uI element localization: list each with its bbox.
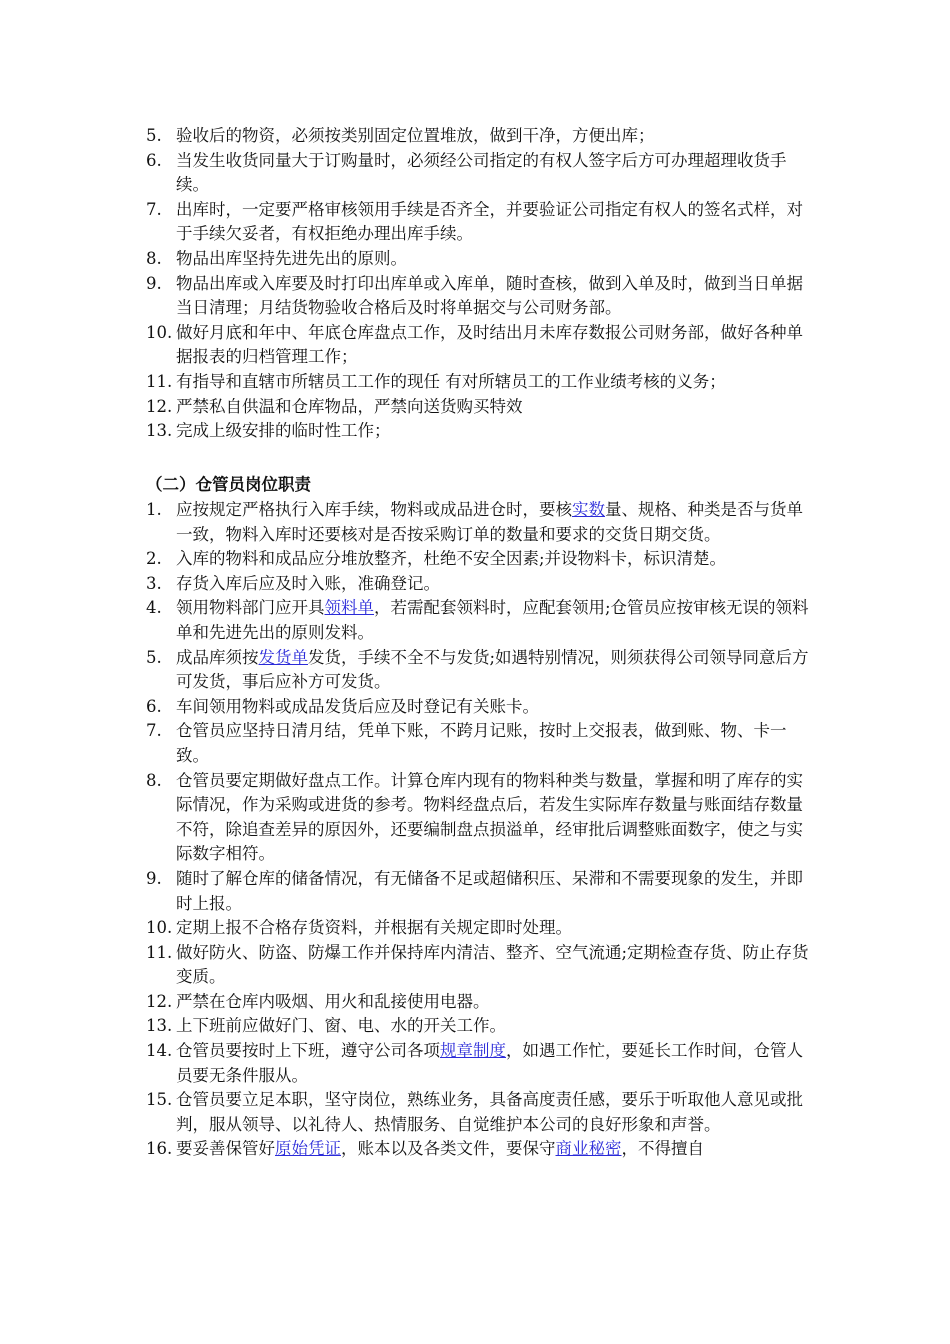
item-text: 发货，手续不全不与发货;如遇特别情况，则须获得公司领导同意后方可发货，事后应补方可发货。 — [176, 647, 809, 692]
list-item — [0, 769, 950, 867]
list-item — [0, 370, 950, 395]
list-item — [0, 498, 950, 547]
item-number: 8. — [146, 248, 162, 268]
list-item — [0, 124, 950, 149]
list-item — [0, 247, 950, 272]
item-text: 仓管员要定期做好盘点工作。计算仓库内现有的物料种类与数量，掌握和明了库存的实际情况，作为采购或进货的参考。物料经盘点后，若发生实际库存数量与账面结存数量不符，除追查差异的原因外，还要编制盘点损溢单，经审批后调整账面数字，使之与实际数字相符。 — [176, 770, 803, 864]
item-text: 量、规格、种类是否与货单一致，物料入库时还要核对是否按采购订单的数量和要求的交货日期交货。 — [176, 500, 803, 544]
item-text: ，若需配套领料时，应配套领用;仓管员应按审核无误的领料单和先进先出的原则发料。 — [176, 598, 809, 642]
item-text: 要妥善保管好 — [176, 1139, 275, 1159]
item-number: 9. — [146, 868, 162, 888]
item-number: 9. — [146, 273, 162, 293]
list-item — [0, 1039, 950, 1088]
link-fahuodan[interactable]: 发货单 — [258, 647, 308, 667]
list-item — [0, 419, 950, 444]
list-item — [0, 1137, 950, 1162]
item-number: 3. — [146, 573, 162, 593]
item-number: 8. — [146, 770, 162, 790]
item-number: 15. — [146, 1090, 173, 1110]
item-text: 完成上级安排的临时性工作； — [176, 421, 391, 441]
item-text: 做好防火、防盗、防爆工作并保持库内清洁、整齐、空气流通;定期检查存货、防止存货变质。 — [176, 942, 809, 987]
section-heading: （二）仓管员岗位职责 — [146, 475, 311, 494]
item-text: 仓管员要按时上下班，遵守公司各项 — [176, 1041, 440, 1061]
list-item — [0, 572, 950, 597]
item-number: 12. — [146, 396, 173, 416]
item-number: 12. — [146, 991, 173, 1011]
item-number: 10. — [146, 322, 173, 342]
item-text: 严禁私自供温和仓库物品，严禁向送货购买特效 — [176, 396, 523, 416]
duty-list-part2 — [0, 498, 950, 1162]
item-text: 车间领用物料或成品发货后应及时登记有关账卡。 — [176, 696, 539, 716]
item-text: ，如遇工作忙，要延长工作时间，仓管人员要无条件服从。 — [176, 1041, 803, 1085]
item-text: 当发生收货同量大于订购量时，必须经公司指定的有权人签字后方可办理超理收货手续。 — [176, 150, 787, 195]
list-item — [0, 596, 950, 645]
list-item — [0, 1014, 950, 1039]
item-text: 有指导和直辖市所辖员工工作的现任 有对所辖员工的工作业绩考核的义务； — [176, 371, 726, 391]
item-text: 出库时，一定要严格审核领用手续是否齐全，并要验证公司指定有权人的签名式样，对于手续欠妥者，有权拒绝办理出库手续。 — [176, 199, 803, 244]
item-text: 应按规定严格执行入库手续，物料或成品进仓时，要核 — [176, 500, 572, 519]
item-text: 成品库须按 — [176, 647, 259, 667]
link-lingliaodan[interactable]: 领料单 — [324, 598, 374, 618]
item-text: 做好月底和年中、年底仓库盘点工作，及时结出月未库存数报公司财务部，做好各种单据报表的归档管理工作； — [176, 322, 803, 367]
link-shishu[interactable]: 实数 — [572, 500, 605, 519]
item-number: 5. — [146, 647, 162, 667]
item-number: 11. — [146, 371, 173, 391]
list-item — [0, 941, 950, 990]
list-item — [0, 990, 950, 1015]
item-number: 13. — [146, 1016, 173, 1036]
list-item — [0, 149, 950, 198]
list-item — [0, 916, 950, 941]
item-number: 4. — [146, 598, 162, 618]
item-text: 严禁在仓库内吸烟、用火和乱接使用电器。 — [176, 991, 490, 1011]
item-number: 7. — [146, 199, 162, 219]
item-text: ，账本以及各类文件，要保守 — [341, 1139, 556, 1159]
item-text: 存货入库后应及时入账，准确登记。 — [176, 573, 440, 593]
item-number: 11. — [146, 942, 173, 962]
link-shangyemimi[interactable]: 商业秘密 — [555, 1139, 622, 1159]
list-item — [0, 1088, 950, 1137]
item-number: 2. — [146, 549, 162, 569]
list-item — [0, 646, 950, 695]
item-text: 仓管员应坚持日清月结，凭单下账，不跨月记账，按时上交报表，做到账、物、卡一致。 — [176, 721, 787, 765]
item-number: 10. — [146, 918, 173, 938]
item-number: 14. — [146, 1041, 173, 1061]
item-number: 16. — [146, 1139, 173, 1159]
item-text: 仓管员要立足本职，坚守岗位，熟练业务，具备高度责任感，要乐于听取他人意见或批判，服从领导、以礼待人、热情服务、自觉维护本公司的良好形象和声誉。 — [176, 1090, 803, 1134]
item-number: 6. — [146, 150, 162, 170]
list-item — [0, 867, 950, 916]
item-number: 5. — [146, 126, 162, 145]
item-text: 领用物料部门应开具 — [176, 598, 325, 618]
item-text: 上下班前应做好门、窗、电、水的开关工作。 — [176, 1016, 506, 1036]
item-number: 13. — [146, 421, 173, 441]
list-item — [0, 547, 950, 572]
duty-list-part1 — [0, 124, 950, 444]
list-item — [0, 272, 950, 321]
list-item — [0, 719, 950, 768]
link-yuanshipingzheng[interactable]: 原始凭证 — [275, 1139, 341, 1159]
link-guizhangzhidu[interactable]: 规章制度 — [440, 1041, 506, 1061]
list-item — [0, 695, 950, 720]
item-number: 6. — [146, 696, 162, 716]
item-number: 1. — [146, 500, 162, 519]
list-item — [0, 321, 950, 370]
item-text: 物品出库坚持先进先出的原则。 — [176, 248, 407, 268]
item-text: ，不得擅自 — [621, 1139, 704, 1159]
item-text: 验收后的物资，必须按类别固定位置堆放，做到干净，方便出库； — [176, 126, 655, 145]
item-text: 入库的物料和成品应分堆放整齐，杜绝不安全因素;并设物料卡，标识清楚。 — [176, 549, 727, 569]
list-item — [0, 395, 950, 420]
item-number: 7. — [146, 721, 162, 741]
item-text: 随时了解仓库的储备情况，有无储备不足或超储积压、呆滞和不需要现象的发生，并即时上报。 — [176, 868, 803, 913]
item-text: 定期上报不合格存货资料，并根据有关规定即时处理。 — [176, 918, 572, 938]
list-item — [0, 198, 950, 247]
item-text: 物品出库或入库要及时打印出库单或入库单，随时查核，做到入单及时，做到当日单据当日清理；月结货物验收合格后及时将单据交与公司财务部。 — [176, 273, 803, 318]
